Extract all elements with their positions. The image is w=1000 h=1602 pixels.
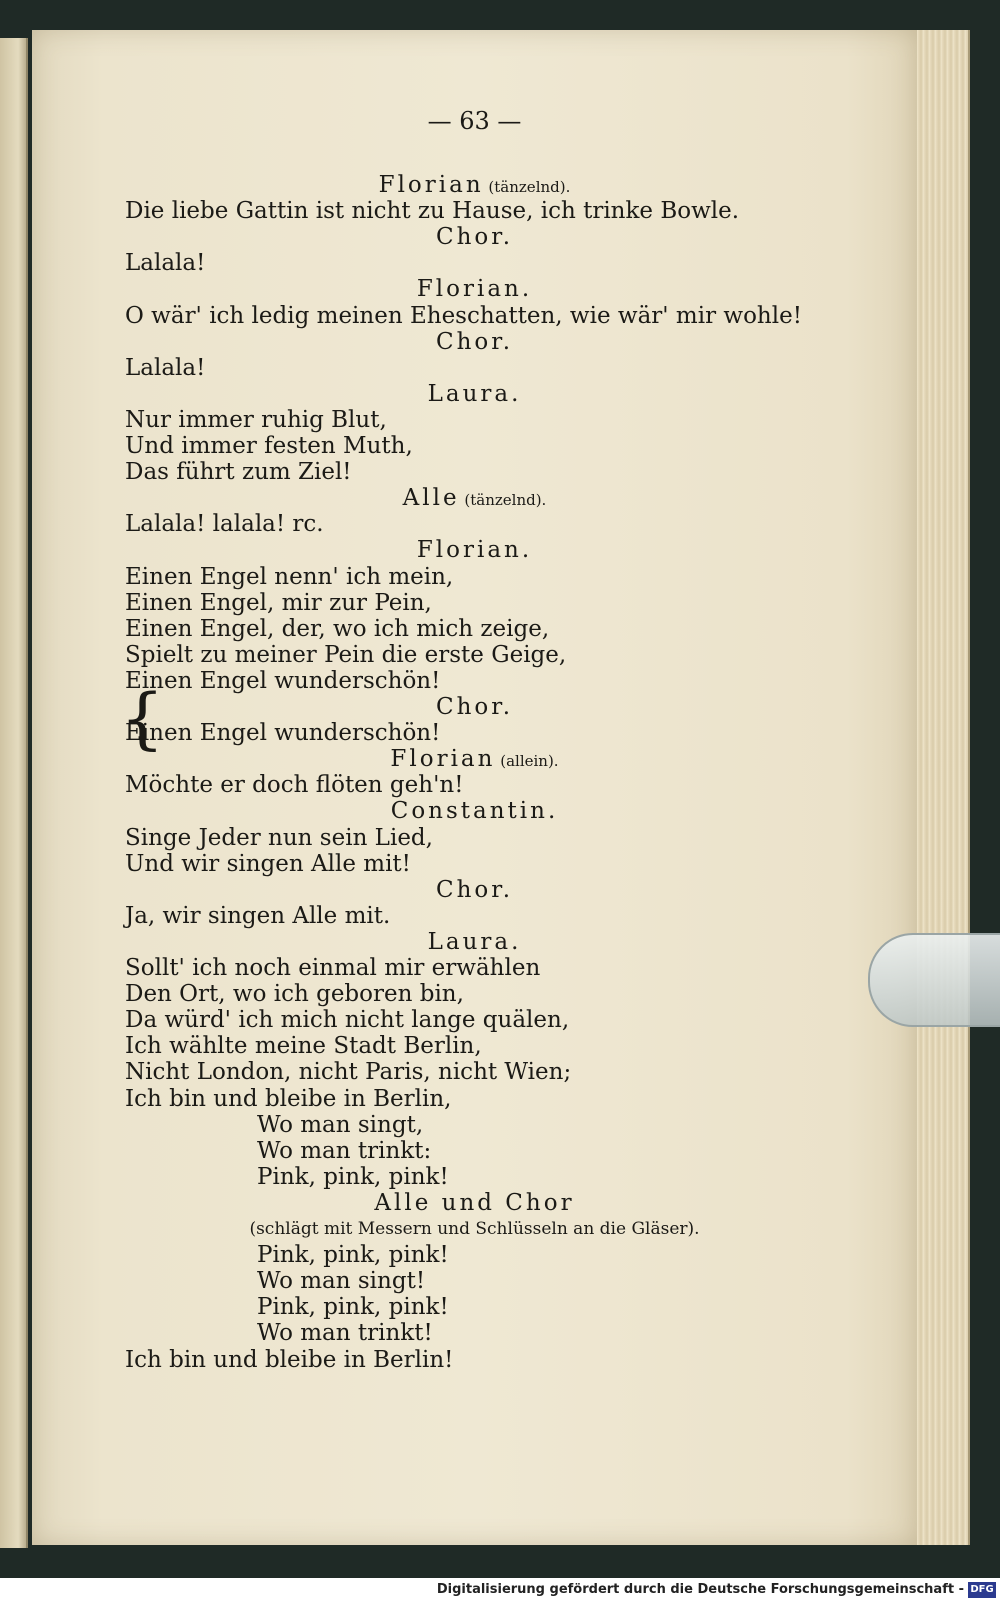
speaker-name (32, 1190, 917, 1216)
verse-line: Da würd' ich mich nicht lange quälen, (125, 1007, 570, 1034)
footer-bar (0, 1578, 1000, 1602)
verse-line: Lalala! (125, 250, 206, 277)
speaker-name (32, 485, 917, 513)
verse-line: Einen Engel wunderschön! (125, 667, 441, 694)
speaker-label: Alle (402, 485, 460, 512)
speaker-name (32, 537, 917, 563)
verse-line: Wo man trinkt: (257, 1137, 432, 1164)
verse-line: Ich wählte meine Stadt Berlin, (125, 1033, 482, 1060)
stage-note: (allein). (495, 752, 559, 771)
speaker-label: Alle und Chor (374, 1189, 575, 1216)
speaker-name (32, 172, 917, 200)
speaker-label: Chor. (435, 328, 514, 355)
stage-note: (tänzelnd). (483, 178, 571, 196)
dfg-logo-icon: DFG (968, 1582, 996, 1598)
page-number: — 63 — (427, 107, 522, 135)
verse-line: Die liebe Gattin ist nicht zu Hause, ich trinke Bowle. (125, 198, 740, 225)
facing-page-edge (0, 38, 28, 1548)
verse-line: Und immer festen Muth, (125, 433, 413, 459)
verse-line: Lalala! lalala! rc. (125, 511, 324, 538)
speaker-label: Florian. (416, 276, 533, 303)
speaker-name (32, 224, 917, 250)
verse-line: Das führt zum Ziel! (125, 459, 352, 486)
brace-mark: { (120, 679, 165, 757)
speaker-label: Constantin. (390, 798, 559, 825)
verse-line: Nicht London, nicht Paris, nicht Wien; (125, 1059, 572, 1086)
verse-line: Lalala! (125, 354, 206, 381)
verse-line: Wo man singt! (257, 1268, 426, 1295)
stage-direction: (schlägt mit Messern und Schlüsseln an die Gläser). (249, 1219, 700, 1239)
verse-line: Einen Engel, mir zur Pein, (125, 589, 432, 616)
verse-line: Spielt zu meiner Pein die erste Geige, (125, 641, 567, 668)
speaker-label: Florian (378, 172, 484, 198)
speaker-name (32, 798, 917, 824)
verse-line: Ich bin und bleibe in Berlin, (125, 1085, 452, 1112)
speaker-label: Chor. (435, 694, 514, 720)
speaker-name (32, 329, 917, 355)
verse-line: Einen Engel, der, wo ich mich zeige, (125, 615, 550, 642)
speaker-label: Chor. (435, 224, 514, 251)
speaker-name (32, 381, 917, 407)
speaker-label: Chor. (435, 876, 514, 903)
speaker-label: Florian (390, 746, 496, 773)
stage-note: (tänzelnd). (459, 491, 547, 510)
verse-line: Möchte er doch flöten geh'n! (125, 772, 464, 799)
verse-line: Pink, pink, pink! (257, 1242, 449, 1269)
speaker-label: Laura. (427, 928, 522, 955)
verse-line: Singe Jeder nun sein Lied, (125, 824, 433, 851)
verse-line: Den Ort, wo ich geboren bin, (125, 981, 464, 1008)
verse-line: Einen Engel nenn' ich mein, (125, 563, 454, 590)
verse-line: Nur immer ruhig Blut, (125, 406, 387, 433)
verse-line: Pink, pink, pink! (257, 1294, 449, 1321)
speaker-name (32, 746, 917, 774)
verse-line: Ich bin und bleibe in Berlin! (125, 1346, 454, 1373)
speaker-name (32, 929, 917, 955)
speaker-label: Laura. (427, 380, 522, 407)
verse-line: Einen Engel wunderschön! (125, 720, 441, 747)
verse-line: Wo man trinkt! (257, 1320, 433, 1347)
verse-line: Wo man singt, (257, 1111, 424, 1138)
verse-line: Und wir singen Alle mit! (125, 850, 411, 877)
verse-line: Pink, pink, pink! (257, 1163, 449, 1190)
footer-credit: Digitalisierung gefördert durch die Deutsche Forschungsgemeinschaft - (436, 1582, 964, 1597)
speaker-label: Florian. (416, 537, 533, 564)
speaker-name (32, 694, 917, 720)
verse-line: Ja, wir singen Alle mit. (125, 902, 391, 929)
book-page (32, 30, 917, 1545)
verse-line: O wär' ich ledig meinen Eheschatten, wie wär' mir wohle! (125, 302, 802, 329)
speaker-name (32, 877, 917, 903)
verse-line: Sollt' ich noch einmal mir erwählen (125, 955, 541, 981)
speaker-name (32, 276, 917, 302)
page-clip (868, 933, 1000, 1027)
